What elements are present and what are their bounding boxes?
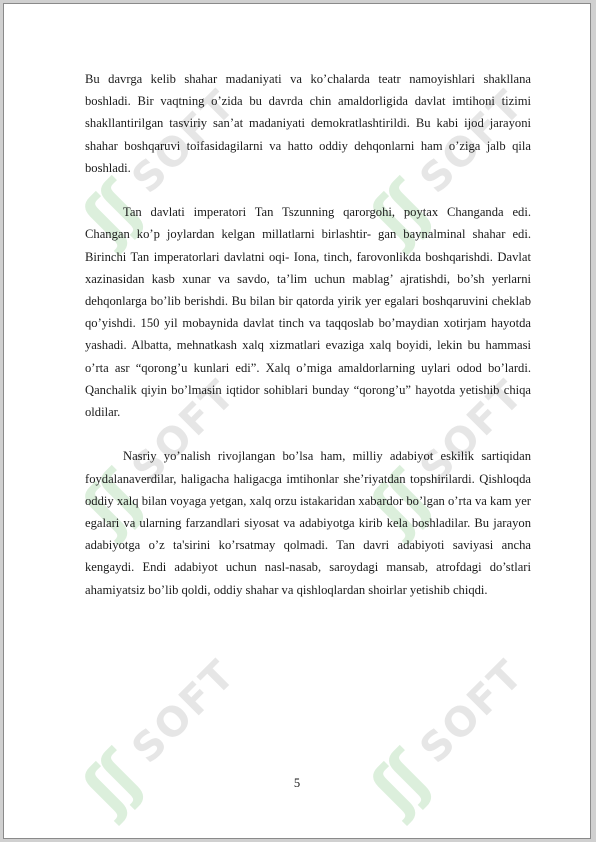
watermark-logo-icon: ʃʃ — [357, 171, 442, 257]
document-page — [3, 3, 591, 839]
body-text — [85, 68, 531, 601]
watermark-text: SOFT — [123, 81, 245, 203]
page-number: 5 — [293, 776, 301, 790]
watermark — [59, 651, 245, 839]
watermark-text: SOFT — [411, 651, 533, 773]
watermark-logo-icon: ʃʃ — [69, 461, 154, 547]
paragraph: Tan davlati imperatori Tan Tszunning qarorgohi, poytax Changanda edi. Changan ko’p joylardan kelgan millatlarni birlashtir- gan baynalminal shahar edi. Birinchi Tan imperatorlari davlatni oqi- Iona, tinch, farovonlikda boshqarishdi. Davlat xazinasidan kasb xunar va savdo, ta’lim uchun mablag’ ajratishdi, bo’sh yerlarni dehqonlarga bo’lib berishdi. Bu bilan bir qatorda yirik yer egalari boshqaruvini cheklab qo’yishdi. 150 yil mobaynida davlat tinch va taqqoslab bo’maydian xotirjam hayotda yashadi. Albatta, mehnatkash xalq xizmatlari evaziga xalq boyidi, lekin bu hammasi o’rta asr “qorong’u kunlari edi”. Xalq o’miga amaldorlarning uylari odod bo’lardi. Qanchalik qiyin bo’lmasin iqtidor sohiblari bunday “qorong’u” hayotda yetishib chiqa oldilar. — [85, 205, 531, 420]
paragraph-gap — [85, 423, 531, 445]
watermark-text: SOFT — [123, 651, 245, 773]
watermark-text: SOFT — [411, 371, 533, 493]
paragraph: Bu davrga kelib shahar madaniyati va ko’chalarda teatr namoyishlari shakllana boshladi. Bir vaqtning o’zida bu davrda chin amaldorligida davlat imtihoni tizimi shakllantirilgan tasviriy san’at madaniyati demokratlashtirildi. Bu kabi ijod jarayoni shahar boshqaruvi toifasidagilarni va hatto oddiy dehqonlarni ham o’ziga jalb qila boshladi. — [85, 72, 531, 175]
watermark-text: SOFT — [411, 81, 533, 203]
watermark-logo-icon: ʃʃ — [69, 741, 154, 827]
watermark — [347, 651, 533, 839]
watermark-logo-icon: ʃʃ — [69, 171, 154, 257]
watermark-logo-icon: ʃʃ — [357, 741, 442, 827]
watermark-text: SOFT — [123, 371, 245, 493]
paragraph-gap — [85, 179, 531, 201]
paragraph: Nasriy yo’nalish rivojlangan bo’lsa ham, milliy adabiyot eskilik sartiqidan foydalanaverdilar, haligacha haligacga imtihonlar she’riyatdan topshirilardi. Qishloqda oddiy xalq bilan voyaga yetgan, xalq orzu istakaridan xabardor bo’lgan o’rta va kam yer egalari va ularning farzandlari siyosat va adabiyotga kirib kela boshladilar. Bu jarayon adabiyotga o’z ta'sirini ko’rsatmay qolmadi. Tan davri adabiyoti saviyasi ancha kengaydi. Endi adabiyot uchun nasl-nasab, saroydagi mansab, atrofdagi do’stlari ahamiyatsiz bo’lib qoldi, oddiy shahar va qishloqlardan shoirlar yetishib chiqdi. — [85, 449, 531, 597]
watermark-logo-icon: ʃʃ — [357, 461, 442, 547]
